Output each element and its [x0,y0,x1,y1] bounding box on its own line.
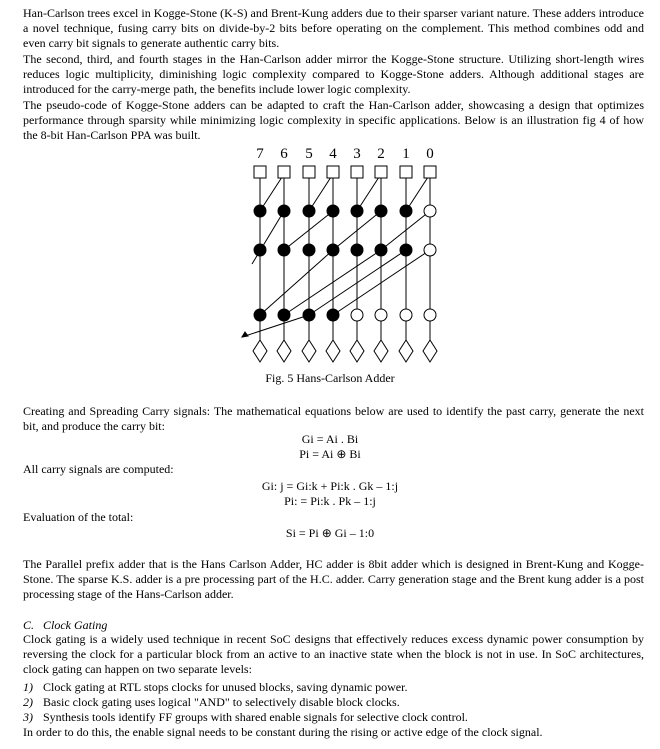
sum-diamond [399,340,413,362]
prefix-node [424,205,436,217]
prefix-node [424,309,436,321]
input-square [254,166,266,178]
arrow-head-icon [242,332,248,337]
diagonal-wire [260,174,284,211]
bit-label: 4 [329,146,337,162]
diagonal-wire [357,174,381,211]
bit-label: 1 [402,146,410,162]
input-square [351,166,363,178]
paragraph-carry-signals: Creating and Spreading Carry signals: The mathematical equations below are used to identify the past carry, generate the next bit, and produce the carry bit: [23,404,644,433]
list-text: Synthesis tools identify FF groups with shared enable signals for selective clock control. [43,710,468,724]
equation-group-propagate: Pi: = Pi:k . Pk – 1:j [284,494,376,508]
prefix-node [400,205,412,217]
prefix-node [375,205,387,217]
bit-label: 7 [256,146,264,162]
prefix-node [254,205,266,217]
diagonal-wire [260,250,333,315]
input-square [400,166,412,178]
sum-diamond [277,340,291,362]
prefix-node [351,309,363,321]
sum-diamond [423,340,437,362]
list-text: Basic clock gating uses logical "AND" to selectively disable block clocks. [43,695,400,709]
input-square [424,166,436,178]
list-text: Clock gating at RTL stops clocks for unused blocks, saving dynamic power. [43,680,408,694]
input-square [375,166,387,178]
section-title: Clock Gating [43,618,108,632]
equation-sum: Si = Pi ⊕ Gi – 1:0 [285,526,375,540]
prefix-node [327,309,339,321]
section-number: C. [23,618,35,632]
diagonal-wire [252,211,284,264]
prefix-node [400,309,412,321]
diagonal-wire [242,315,309,337]
bit-label: 3 [353,146,361,162]
label-all-carry: All carry signals are computed: [23,462,174,476]
equation-propagate: Pi = Ai ⊕ Bi [299,447,361,461]
sum-diamond [374,340,388,362]
bit-label: 2 [377,146,385,162]
figure-caption: Fig. 5 Hans-Carlson Adder [265,371,395,385]
list-number: 2) [23,695,33,709]
prefix-node [375,309,387,321]
bit-label: 5 [305,146,313,162]
list-item [23,710,468,725]
list-item [23,695,400,710]
list-number: 3) [23,710,33,724]
section-heading-clock-gating [23,618,107,633]
prefix-node [303,244,315,256]
list-item [23,680,407,695]
sum-diamond [302,340,316,362]
sum-diamond [326,340,340,362]
paragraph-closing: In order to do this, the enable signal needs to be constant during the rising or active edge of the clock signal. [23,725,543,739]
list-number: 1) [23,680,33,694]
han-carlson-adder-figure [0,0,660,370]
bit-label: 0 [426,146,434,162]
prefix-node [327,205,339,217]
prefix-node [327,244,339,256]
prefix-node [351,205,363,217]
prefix-node [254,309,266,321]
prefix-node [375,244,387,256]
paragraph-hc-adder: The Parallel prefix adder that is the Hans Carlson Adder, HC adder is 8bit adder which is designed in Brent-Kung and Kogge-Stone. The sparse K.S. adder is a pre processing part of the H.C. adder. Carry generation stage and the Brent kung adder is a post processing stage of the Hans-Carlson adder. [23,557,644,601]
label-evaluation: Evaluation of the total: [23,510,134,524]
diagonal-wire [406,174,430,211]
prefix-node [254,244,266,256]
equation-group-generate: Gi: j = Gi:k + Pi:k . Gk – 1:j [261,479,399,493]
input-square [327,166,339,178]
paragraph-stages: The second, third, and fourth stages in the Han-Carlson adder mirror the Kogge-Stone structure. Utilizing short-length wires reduces logic multiplicity, diminishing logic complexity compared to Kogge-Stone adders. Although additional stages are introduced for the carry-merge path, the benefits include lower logic complexity. [23,52,644,96]
prefix-node [278,244,290,256]
prefix-node [400,244,412,256]
sum-diamond [350,340,364,362]
prefix-node [424,244,436,256]
equation-generate: Gi = Ai . Bi [301,432,359,446]
prefix-node [351,244,363,256]
paragraph-han-carlson-intro: Han-Carlson trees excel in Kogge-Stone (K-S) and Brent-Kung adders due to their sparser variant nature. These adders introduce a novel technique, fusing carry bits on divide-by-2 bits before operating on the complement. This method combines odd and even carry bit signals to generate authentic carry bits. [23,6,644,50]
prefix-node [303,309,315,321]
input-square [303,166,315,178]
diagonal-wire [309,174,333,211]
prefix-node [278,205,290,217]
input-square [278,166,290,178]
bit-label: 6 [280,146,288,162]
prefix-node [278,309,290,321]
sum-diamond [253,340,267,362]
paragraph-clock-gating: Clock gating is a widely used technique in recent SoC designs that effectively reduces excess dynamic power consumption by reversing the clock for a particular block from an active to an inactive state when the block is not in use. In SoC architectures, clock gating can happen on two separate levels: [23,632,644,676]
prefix-node [303,205,315,217]
paragraph-pseudo-code: The pseudo-code of Kogge-Stone adders can be adapted to craft the Han-Carlson adder, showcasing a design that optimizes performance through sparsity while minimizing logic complexity in specific applications. Below is an illustration fig 4 of how the 8-bit Han-Carlson PPA was built. [23,98,644,142]
